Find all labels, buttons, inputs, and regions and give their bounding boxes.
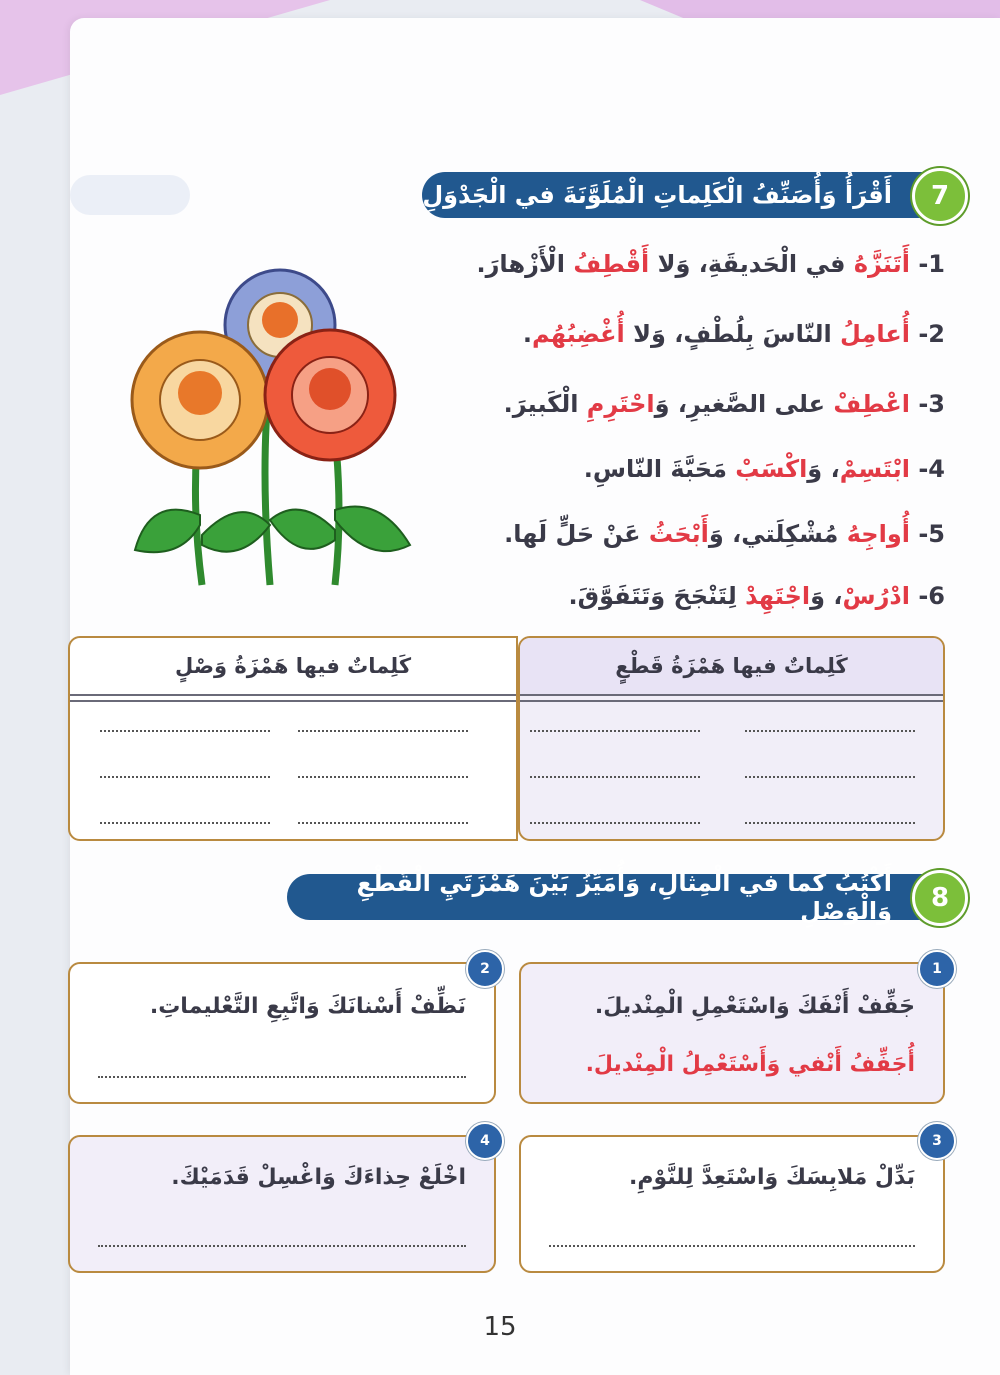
table-divider <box>70 700 516 702</box>
page-number: 15 <box>483 1312 517 1342</box>
answer-line[interactable] <box>100 776 270 778</box>
card-4-badge: 4 <box>466 1122 504 1160</box>
sentence-text: الْكَبيرَ. <box>503 390 587 418</box>
exercise-8-title: أَكْتُبُ كما في الْمِثالِ، وَأُمَيِّزُ بَيْنَ هَمْزَتَيِ الْقَطْعِ وَالْوَصْلِ <box>356 869 892 925</box>
answer-line[interactable] <box>530 822 700 824</box>
card-2-badge: 2 <box>466 950 504 988</box>
card-1-prompt: جَفِّفْ أَنْفَكَ وَاسْتَعْمِلِ الْمِنْديلَ. <box>594 994 915 1019</box>
card-1-example-answer: أُجَفِّفُ أَنْفي وَأَسْتَعْمِلُ الْمِنْديلَ. <box>585 1052 915 1077</box>
sentence-text: مُشْكِلَتي، وَ <box>708 520 847 548</box>
sentence-4 <box>584 455 945 483</box>
highlighted-word: اكْسَبْ <box>735 455 808 483</box>
highlighted-word: اعْطِفْ <box>833 390 910 418</box>
highlighted-word: أُعامِلُ <box>840 320 910 348</box>
card-3-prompt: بَدِّلْ مَلابِسَكَ وَاسْتَعِدَّ لِلنَّوْمِ. <box>629 1165 915 1190</box>
card-3-answer-line[interactable] <box>549 1245 915 1247</box>
highlighted-word: ادْرُسْ <box>842 582 910 610</box>
answer-line[interactable] <box>100 822 270 824</box>
flower-leaves <box>135 507 410 553</box>
exercise-card-4 <box>68 1135 496 1273</box>
answer-line[interactable] <box>530 776 700 778</box>
exercise-7-number: 7 <box>912 168 968 224</box>
exercise-7-header <box>422 172 967 218</box>
exercise-card-3 <box>519 1135 945 1273</box>
highlighted-word: أُغْضِبُهُم <box>532 320 625 348</box>
table-divider <box>520 694 943 696</box>
highlighted-word: أَتَنَزَّهُ <box>853 250 910 278</box>
sentence-number: 3- <box>909 390 945 418</box>
table-divider <box>520 700 943 702</box>
sentence-text: لِتَنْجَحَ وَتَتَفَوَّقَ. <box>568 582 746 610</box>
sentence-5 <box>504 520 945 548</box>
answer-line[interactable] <box>298 822 468 824</box>
sentence-text: عَنْ حَلٍّ لَها. <box>504 520 649 548</box>
card-2-prompt: نَظِّفْ أَسْنانَكَ وَاتَّبِعِ التَّعْليماتِ. <box>149 994 466 1019</box>
exercise-card-1 <box>519 962 945 1104</box>
faint-decoration <box>70 175 190 215</box>
sentence-text: النّاسَ بِلُطْفٍ، وَلا <box>624 320 841 348</box>
sentence-number: 6- <box>909 582 945 610</box>
sentence-text: على الصَّغيرِ، وَ <box>654 390 834 418</box>
sentence-number: 2- <box>909 320 945 348</box>
orange-flower <box>132 332 268 468</box>
card-2-answer-line[interactable] <box>98 1076 466 1078</box>
sentence-text: مَحَبَّةَ النّاسِ. <box>583 455 736 483</box>
exercise-7-title: أَقْرَأُ وَأُصَنِّفُ الْكَلِماتِ الْمُلَوَّنَةَ في الْجَدْوَلِ <box>422 181 892 209</box>
sentence-text: الْأَزْهارَ. <box>476 250 574 278</box>
highlighted-word: أَبْحَثُ <box>648 520 709 548</box>
exercise-card-2 <box>68 962 496 1104</box>
highlighted-word: أُواجِهُ <box>846 520 910 548</box>
table-divider <box>70 694 516 696</box>
card-3-badge: 3 <box>918 1122 956 1160</box>
answer-line[interactable] <box>298 776 468 778</box>
highlighted-word: احْتَرِمِ <box>586 390 655 418</box>
sentence-1 <box>477 250 946 278</box>
red-flower <box>265 330 395 460</box>
answer-line[interactable] <box>745 776 915 778</box>
table-column-qat <box>518 636 945 841</box>
card-1-badge: 1 <box>918 950 956 988</box>
sentence-text: ، وَ <box>807 455 840 483</box>
table-column-wasl <box>68 636 518 841</box>
sentence-6 <box>569 582 945 610</box>
sentence-text: . <box>522 320 533 348</box>
flowers-illustration <box>130 265 420 590</box>
column-header-qat: كَلِماتٌ فيها هَمْزَةُ قَطْعٍ <box>520 638 943 694</box>
exercise-8-number: 8 <box>912 870 968 926</box>
highlighted-word: ابْتَسِمْ <box>839 455 910 483</box>
sentence-text: ، وَ <box>810 582 843 610</box>
card-4-answer-line[interactable] <box>98 1245 466 1247</box>
sentence-2 <box>523 320 945 348</box>
highlighted-word: أَقْطِفُ <box>573 250 650 278</box>
sentence-number: 5- <box>909 520 945 548</box>
sentence-number: 4- <box>909 455 945 483</box>
answer-line[interactable] <box>298 730 468 732</box>
column-header-wasl: كَلِماتٌ فيها هَمْزَةُ وَصْلٍ <box>174 654 412 678</box>
sentence-text: في الْحَديقَةِ، وَلا <box>649 250 854 278</box>
sentence-3 <box>504 390 945 418</box>
sentence-number: 1- <box>909 250 945 278</box>
highlighted-word: اجْتَهِدْ <box>745 582 811 610</box>
exercise-8-header <box>287 869 967 925</box>
answer-line[interactable] <box>745 730 915 732</box>
card-4-prompt: اخْلَعْ حِذاءَكَ وَاغْسِلْ قَدَمَيْكَ. <box>171 1165 466 1190</box>
answer-line[interactable] <box>100 730 270 732</box>
answer-line[interactable] <box>530 730 700 732</box>
answer-line[interactable] <box>745 822 915 824</box>
